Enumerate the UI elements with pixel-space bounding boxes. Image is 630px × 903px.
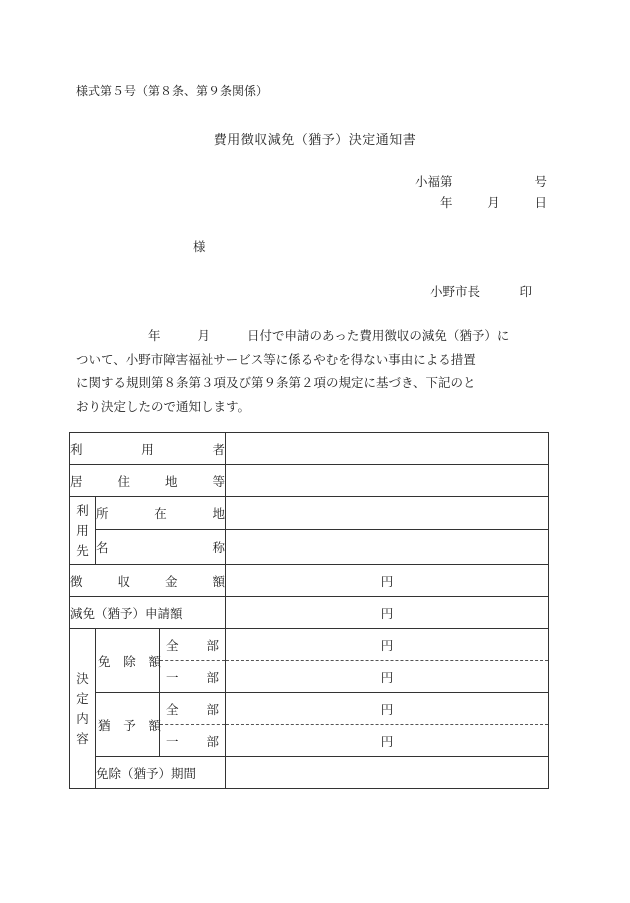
- row-residence: [70, 465, 549, 497]
- yen-unit: 円: [380, 701, 394, 717]
- ref-suffix: 号: [534, 174, 547, 189]
- value-residence[interactable]: [226, 465, 549, 497]
- value-exemption-all[interactable]: [226, 629, 549, 661]
- date-month: 月: [487, 195, 500, 210]
- row-deferral-all: [70, 693, 549, 725]
- label-residence: 居 住 地 等: [70, 465, 226, 497]
- label-exemption-part: 一 部: [160, 661, 226, 693]
- yen-unit: 円: [380, 669, 394, 685]
- decision-table: [69, 432, 549, 789]
- yen-unit: 円: [380, 573, 394, 589]
- date-day: 日: [534, 195, 547, 210]
- row-user: [70, 433, 549, 465]
- row-facility-location: [70, 497, 549, 530]
- label-facility: 利 用 先: [70, 497, 96, 565]
- row-applied-amount: [70, 597, 549, 629]
- value-facility-name[interactable]: [226, 530, 549, 565]
- label-deferral-amount: 猶 予 額: [96, 693, 160, 757]
- issuer: [430, 282, 532, 300]
- document-title: 費用徴収減免（猶予）決定通知書: [213, 133, 417, 148]
- value-deferral-part[interactable]: [226, 725, 549, 757]
- addressee-honorific: 様: [193, 239, 206, 254]
- value-facility-location[interactable]: [226, 497, 549, 530]
- form-number-label: 様式第５号（第８条、第９条関係）: [76, 84, 269, 98]
- value-period[interactable]: [226, 757, 549, 789]
- label-user: 利 用 者: [70, 433, 226, 465]
- issuer-name: 小野市長: [430, 284, 481, 299]
- value-deferral-all[interactable]: [226, 693, 549, 725]
- value-user[interactable]: [226, 433, 549, 465]
- seal-mark: 印: [519, 284, 532, 299]
- body-line-2: ついて、小野市障害福祉サービス等に係るやむを得ない事由による措置: [76, 351, 476, 367]
- value-exemption-part[interactable]: [226, 661, 549, 693]
- label-deferral-all: 全 部: [160, 693, 226, 725]
- row-facility-name: [70, 530, 549, 565]
- body-line-3: に関する規則第８条第３項及び第９条第２項の規定に基づき、下記のと: [76, 375, 476, 390]
- yen-unit: 円: [380, 605, 394, 621]
- label-period: 免除（猶予）期間: [96, 757, 226, 789]
- label-facility-location: 所 在 地: [96, 497, 226, 530]
- reference-number: [415, 172, 547, 190]
- label-collection-amount: 徴 収 金 額: [70, 565, 226, 597]
- value-collection-amount[interactable]: [226, 565, 549, 597]
- body-year: 年: [148, 328, 161, 343]
- ref-prefix: 小福第: [415, 174, 453, 189]
- label-exemption-amount: 免 除 額: [96, 629, 160, 693]
- row-period: [70, 757, 549, 789]
- yen-unit: 円: [380, 637, 394, 653]
- label-decision: 決 定 内 容: [70, 629, 96, 789]
- notice-body: [76, 324, 548, 418]
- label-deferral-part: 一 部: [160, 725, 226, 757]
- body-line-4: おり決定したので通知します。: [76, 398, 251, 414]
- body-line-1-text: 日付で申請のあった費用徴収の減免（猶予）に: [247, 328, 510, 343]
- date-year: 年: [440, 195, 453, 210]
- value-applied-amount[interactable]: [226, 597, 549, 629]
- label-facility-name: 名 称: [96, 530, 226, 565]
- body-month: 月: [197, 328, 211, 343]
- body-line-1: [76, 324, 548, 348]
- row-collection-amount: [70, 565, 549, 597]
- row-exemption-all: [70, 629, 549, 661]
- label-exemption-all: 全 部: [160, 629, 226, 661]
- yen-unit: 円: [380, 733, 394, 749]
- issue-date: [440, 193, 547, 211]
- label-applied-amount: 減免（猶予）申請額: [70, 597, 226, 629]
